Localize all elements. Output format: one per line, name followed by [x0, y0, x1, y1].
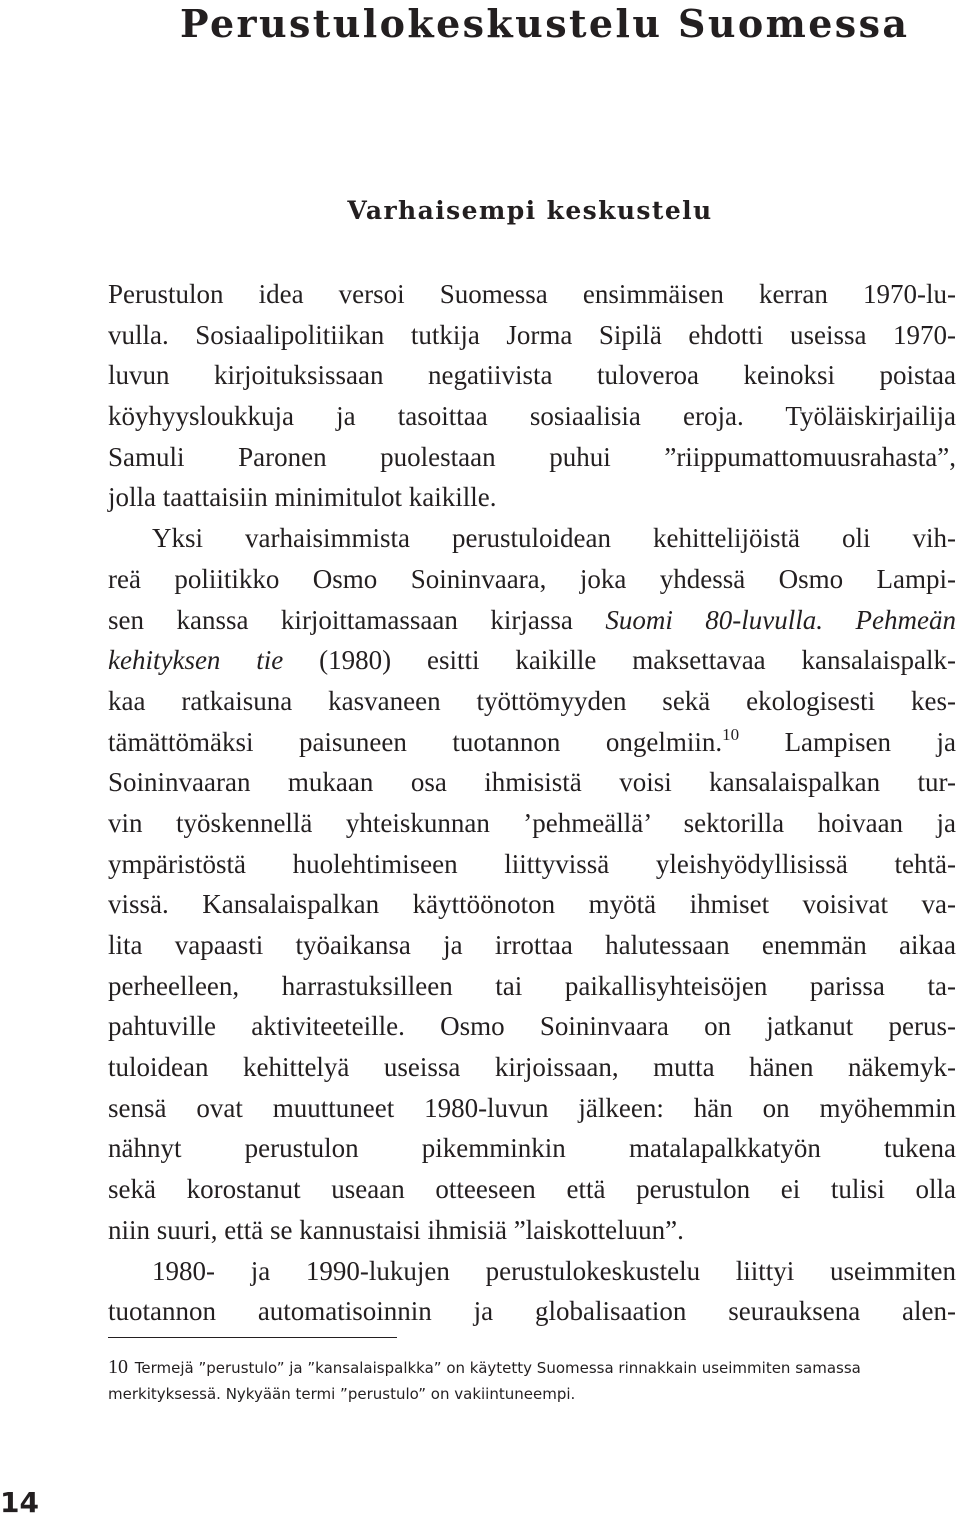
- paragraph-3: [108, 1251, 956, 1332]
- text-line: lita vapaasti työaikansa ja irrottaa halutessaan enemmän aikaa: [108, 930, 956, 960]
- text-segment: sen kanssa kirjoittamassaan kirjassa: [108, 604, 606, 635]
- book-title: kehityksen tie: [108, 645, 284, 676]
- paragraph-2: [108, 518, 956, 1250]
- footnote-line: [108, 1354, 940, 1381]
- text-line: vulla. Sosiaalipolitiikan tutkija Jorma Sipilä ehdotti useissa 1970-: [108, 319, 956, 350]
- text-segment: tämättömäksi paisuneen tuotannon ongelmiin.: [108, 726, 723, 757]
- text-line: sensä ovat muuttuneet 1980-luvun jälkeen: hän on myöhemmin: [108, 1092, 956, 1123]
- text-line: pahtuville aktiviteeteille. Osmo Soininvaara on jatkanut perus-: [108, 1011, 956, 1042]
- text-line: kaa ratkaisuna kasvaneen työttömyyden sekä ekologisesti kes-: [108, 685, 956, 716]
- text-line: sekä korostanut useaan otteeseen että perustulon ei tulisi olla: [108, 1174, 956, 1205]
- text-line: Yksi varhaisimmista perustuloidean kehittelijöistä oli vih-: [152, 523, 956, 554]
- paragraph-1: [108, 274, 956, 518]
- chapter-title: Perustulokeskustelu Suomessa: [180, 1, 910, 46]
- footnote-number: 10: [108, 1356, 128, 1378]
- section-heading: Varhaisempi keskustelu: [347, 196, 713, 225]
- text-segment: Lampisen ja: [739, 726, 956, 757]
- body-text: [108, 274, 956, 1332]
- text-line: Samuli Paronen puolestaan puhui ”riippumattomuusrahasta”,: [108, 441, 956, 472]
- text-line: 1980- ja 1990-lukujen perustulokeskustelu liittyi useimmiten: [152, 1255, 956, 1286]
- text-segment: (1980) esitti kaikille maksettavaa kansalaispalk-: [283, 645, 956, 676]
- book-title: Suomi 80-luvulla.: [605, 604, 824, 635]
- text-line: Soininvaaran mukaan osa ihmisistä voisi kansalaispalkan tur-: [108, 767, 956, 798]
- text-line: köyhyysloukkuja ja tasoittaa sosiaalisia eroja. Työläiskirjailija: [108, 401, 956, 432]
- footnote-divider: [108, 1337, 397, 1338]
- footnote-text: Termejä ”perustulo” ja ”kansalaispalkka” on käytetty Suomessa rinnakkain useimmiten samassa: [134, 1359, 861, 1377]
- text-line: reä poliitikko Osmo Soininvaara, joka yhdessä Osmo Lampi-: [108, 563, 956, 594]
- text-line: tuotannon automatisoinnin ja globalisaation seurauksena alen-: [108, 1296, 956, 1327]
- footnote-line: merkityksessä. Nykyään termi ”perustulo” on vakiintuneempi.: [108, 1385, 576, 1403]
- text-line: perheelleen, harrastuksilleen tai paikallisyhteisöjen parissa ta-: [108, 970, 956, 1001]
- text-line: ympäristöstä huolehtimiseen liittyvissä yleishyödyllisissä tehtä-: [108, 848, 956, 879]
- text-line: [108, 600, 956, 641]
- text-line: nähnyt perustulon pikemminkin matalapalkkatyön tukena: [108, 1133, 956, 1164]
- text-line: vissä. Kansalaispalkan käyttöönoton myötä ihmiset voisivat va-: [108, 889, 956, 920]
- text-line: jolla taattaisiin minimitulot kaikille.: [108, 482, 497, 513]
- text-line: luvun kirjoituksissaan negatiivista tuloveroa keinoksi poistaa: [108, 360, 956, 391]
- text-line: vin työskennellä yhteiskunnan ’pehmeällä’ sektorilla hoivaan ja: [108, 807, 956, 838]
- text-line: tuloidean kehittelyä useissa kirjoissaan, mutta hänen näkemyk-: [108, 1052, 956, 1083]
- book-title: Pehmeän: [855, 604, 956, 635]
- text-line: [108, 640, 956, 681]
- footnote-reference[interactable]: 10: [722, 724, 740, 744]
- text-line: [108, 722, 956, 763]
- page-number: 14: [0, 1486, 39, 1519]
- text-line: niin suuri, että se kannustaisi ihmisiä ”laiskotteluun”.: [108, 1214, 684, 1245]
- text-line: Perustulon idea versoi Suomessa ensimmäisen kerran 1970-lu-: [108, 279, 956, 309]
- footnote: [108, 1354, 940, 1408]
